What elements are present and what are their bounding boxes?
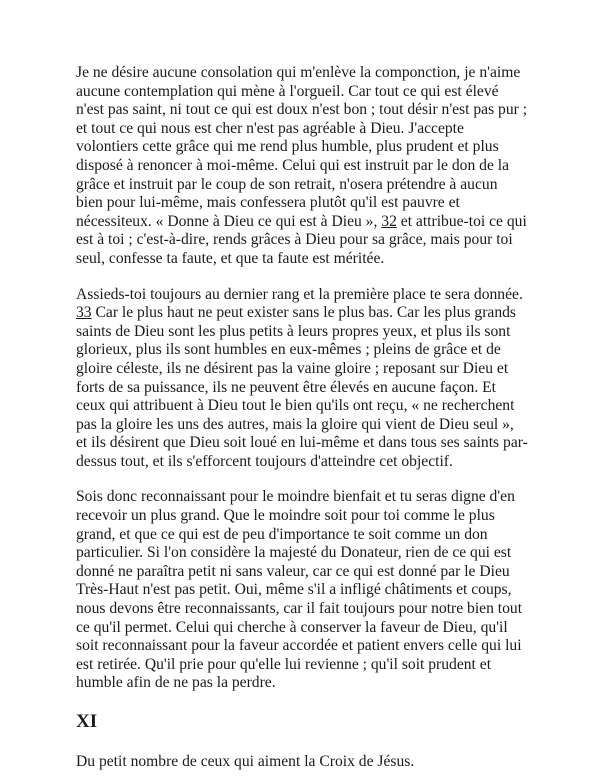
paragraph-2-text-b: Car le plus haut ne peut exister sans le plus bas. Car les plus grands saints de Dieu sont les plus petits à leurs propres yeux, et plus ils sont glorieux, plus ils sont humbles en eux-mêmes ; pleins de grâce et de gloire céleste, ils ne désirent pas la vaine gloire ; reposant sur Dieu et forts de sa puissance, ils ne peuvent être élevés en aucune façon. Et ceux qui attribuent à Dieu tout le bien qu'ils ont reçu, « ne recherchent pas la gloire les uns des autres, mais la gloire qui vient de Dieu seul », et ils désirent que Dieu soit loué en lui-même et dans tous ses saints par-dessus tout, et ils s'efforcent toujours d'atteindre cet objectif. bbox=[76, 304, 528, 470]
footnote-link-32[interactable]: 32 bbox=[381, 212, 397, 230]
paragraph-1-text-b: et attribue-toi ce qui est à toi ; c'est-à-dire, rends grâces à Dieu pour sa grâce, mais pour toi seul, confesse ta faute, et que ta faute est méritée. bbox=[76, 212, 527, 267]
page-content bbox=[76, 64, 528, 772]
paragraph-1 bbox=[76, 64, 528, 269]
paragraph-2-text-a: Assieds-toi toujours au dernier rang et la première place te sera donnée. bbox=[76, 285, 523, 303]
paragraph-2 bbox=[76, 286, 528, 472]
paragraph-1-text-a: Je ne désire aucune consolation qui m'enlève la componction, je n'aime aucune contemplation qui mène à l'orgueil. Car tout ce qui est élevé n'est pas saint, ni tout ce qui est doux n'est bon ; tout désir n'est pas pur ; et tout ce qui nous est cher n'est pas agréable à Dieu. J'accepte volontiers cette grâce qui me rend plus humble, plus prudent et plus disposé à renoncer à moi-même. Celui qui est instruit par le don de la grâce et instruit par le coup de son retrait, n'osera prétendre à aucun bien pour lui-même, mais confessera plutôt qu'il est pauvre et nécessiteux. « Donne à Dieu ce qui est à Dieu », bbox=[76, 64, 528, 230]
paragraph-3: Sois donc reconnaissant pour le moindre bienfait et tu seras digne d'en recevoir un plus grand. Que le moindre soit pour toi comme le plus grand, et que ce qui est de peu d'importance te soit comme un don particulier. Si l'on considère la majesté du Donateur, rien de ce qui est donné ne paraîtra petit ni sans valeur, car ce qui est donné par le Dieu Très-Haut n'est pas petit. Oui, même s'il a infligé châtiments et coups, nous devons être reconnaissants, car il fait toujours pour notre bien tout ce qu'il permet. Celui qui cherche à conserver la faveur de Dieu, qu'il soit reconnaissant pour la faveur accordée et patient envers celle qui lui est retirée. Qu'il prie pour qu'elle lui revienne ; qu'il soit prudent et humble afin de ne pas la perdre. bbox=[76, 488, 523, 692]
chapter-heading: XI bbox=[76, 711, 98, 732]
chapter-title: Du petit nombre de ceux qui aiment la Croix de Jésus. bbox=[76, 753, 415, 770]
footnote-link-33[interactable]: 33 bbox=[76, 304, 92, 322]
